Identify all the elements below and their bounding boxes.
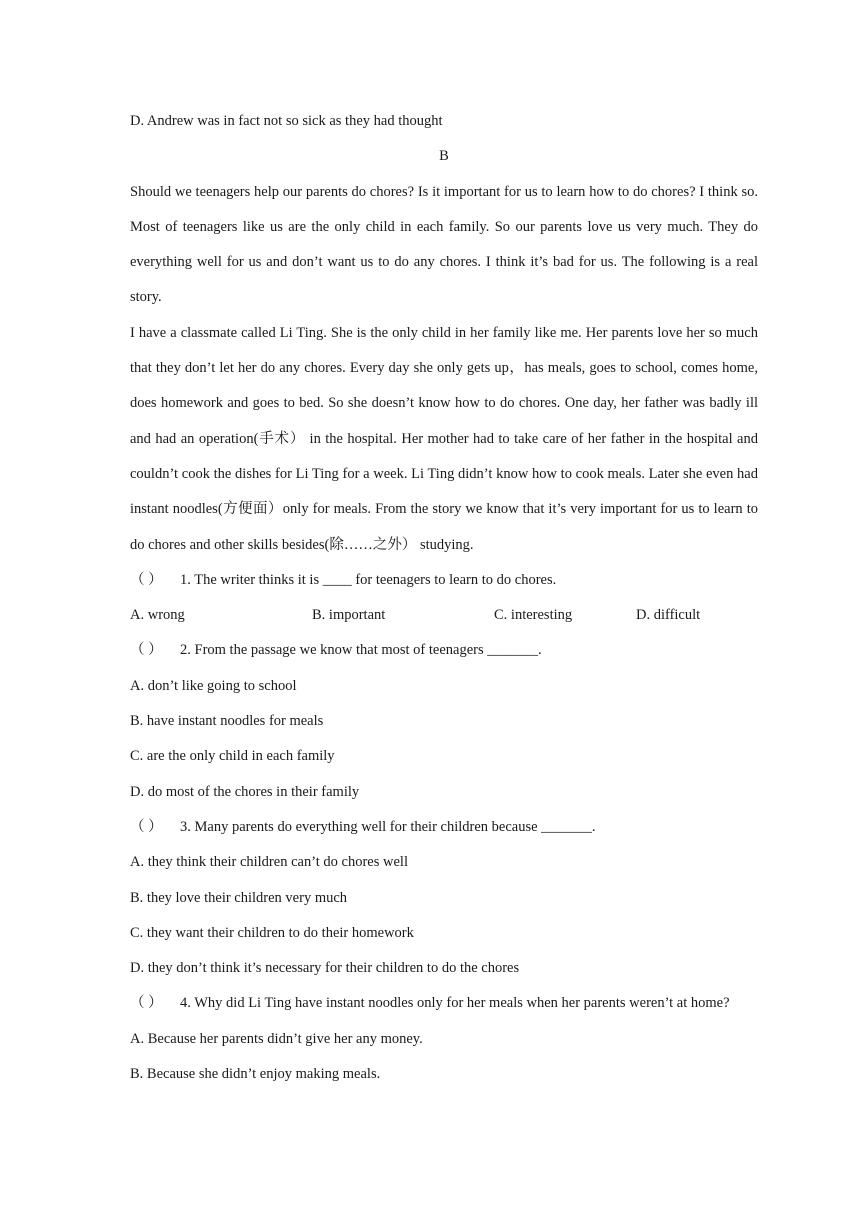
option-a: A. Because her parents didn’t give her any money. bbox=[130, 1030, 423, 1047]
question-stem: 4. Why did Li Ting have instant noodles only for her meals when her parents weren’t at home? bbox=[180, 995, 730, 1012]
answer-blank: （ ） bbox=[130, 642, 163, 659]
option-c: C. they want their children to do their homework bbox=[130, 924, 414, 941]
question-2 bbox=[130, 633, 758, 668]
question-1 bbox=[130, 563, 758, 598]
option-b: B. important bbox=[312, 607, 386, 624]
option-b: B. have instant noodles for meals bbox=[130, 713, 324, 730]
document-page bbox=[130, 104, 758, 1092]
previous-question-option-d: D. Andrew was in fact not so sick as they had thought bbox=[130, 113, 443, 129]
option-a: A. don’t like going to school bbox=[130, 677, 297, 694]
option-d: D. do most of the chores in their family bbox=[130, 783, 360, 800]
passage-paragraph-1: Should we teenagers help our parents do chores? Is it important for us to learn how to do chores? I think so. Most of teenagers like us are the only child in each family. So our parents love us very much. They do everything well for us and don’t want us to do any chores. I think it’s bad for us. The following is a real story. bbox=[130, 183, 758, 306]
section-heading: B bbox=[439, 148, 449, 165]
question-4 bbox=[130, 986, 758, 1021]
question-stem: 1. The writer thinks it is ____ for teenagers to learn to do chores. bbox=[180, 571, 557, 588]
option-b: B. Because she didn’t enjoy making meals. bbox=[130, 1066, 381, 1083]
answer-blank: （ ） bbox=[130, 818, 163, 835]
option-a: A. wrong bbox=[130, 607, 185, 624]
question-stem: 2. From the passage we know that most of teenagers _______. bbox=[180, 642, 542, 659]
option-a: A. they think their children can’t do chores well bbox=[130, 854, 408, 871]
option-d: D. they don’t think it’s necessary for their children to do the chores bbox=[130, 960, 520, 977]
question-1-options bbox=[130, 598, 758, 633]
question-3 bbox=[130, 810, 758, 845]
question-stem: 3. Many parents do everything well for their children because _______. bbox=[180, 818, 596, 835]
option-c: C. are the only child in each family bbox=[130, 748, 335, 765]
option-b: B. they love their children very much bbox=[130, 889, 348, 906]
option-c: C. interesting bbox=[494, 607, 573, 624]
option-d: D. difficult bbox=[636, 607, 701, 624]
answer-blank: （ ） bbox=[130, 995, 163, 1012]
passage-paragraph-2: I have a classmate called Li Ting. She is the only child in her family like me. Her parents love her so much that they don’t let her do any chores. Every day she only gets up，has meals, goes to school, comes home, does homework and goes to bed. So she doesn’t know how to do chores. One day, her father was badly ill and had an operation(手术） in the hospital. Her mother had to take care of her father in the hospital and couldn’t cook the dishes for Li Ting for a week. Li Ting didn’t know how to cook meals. Later she even had instant noodles(方便面）only for meals. From the story we know that it’s very important for us to learn to do chores and other skills besides(除……之外） studying. bbox=[130, 324, 758, 553]
answer-blank: （ ） bbox=[130, 571, 163, 588]
